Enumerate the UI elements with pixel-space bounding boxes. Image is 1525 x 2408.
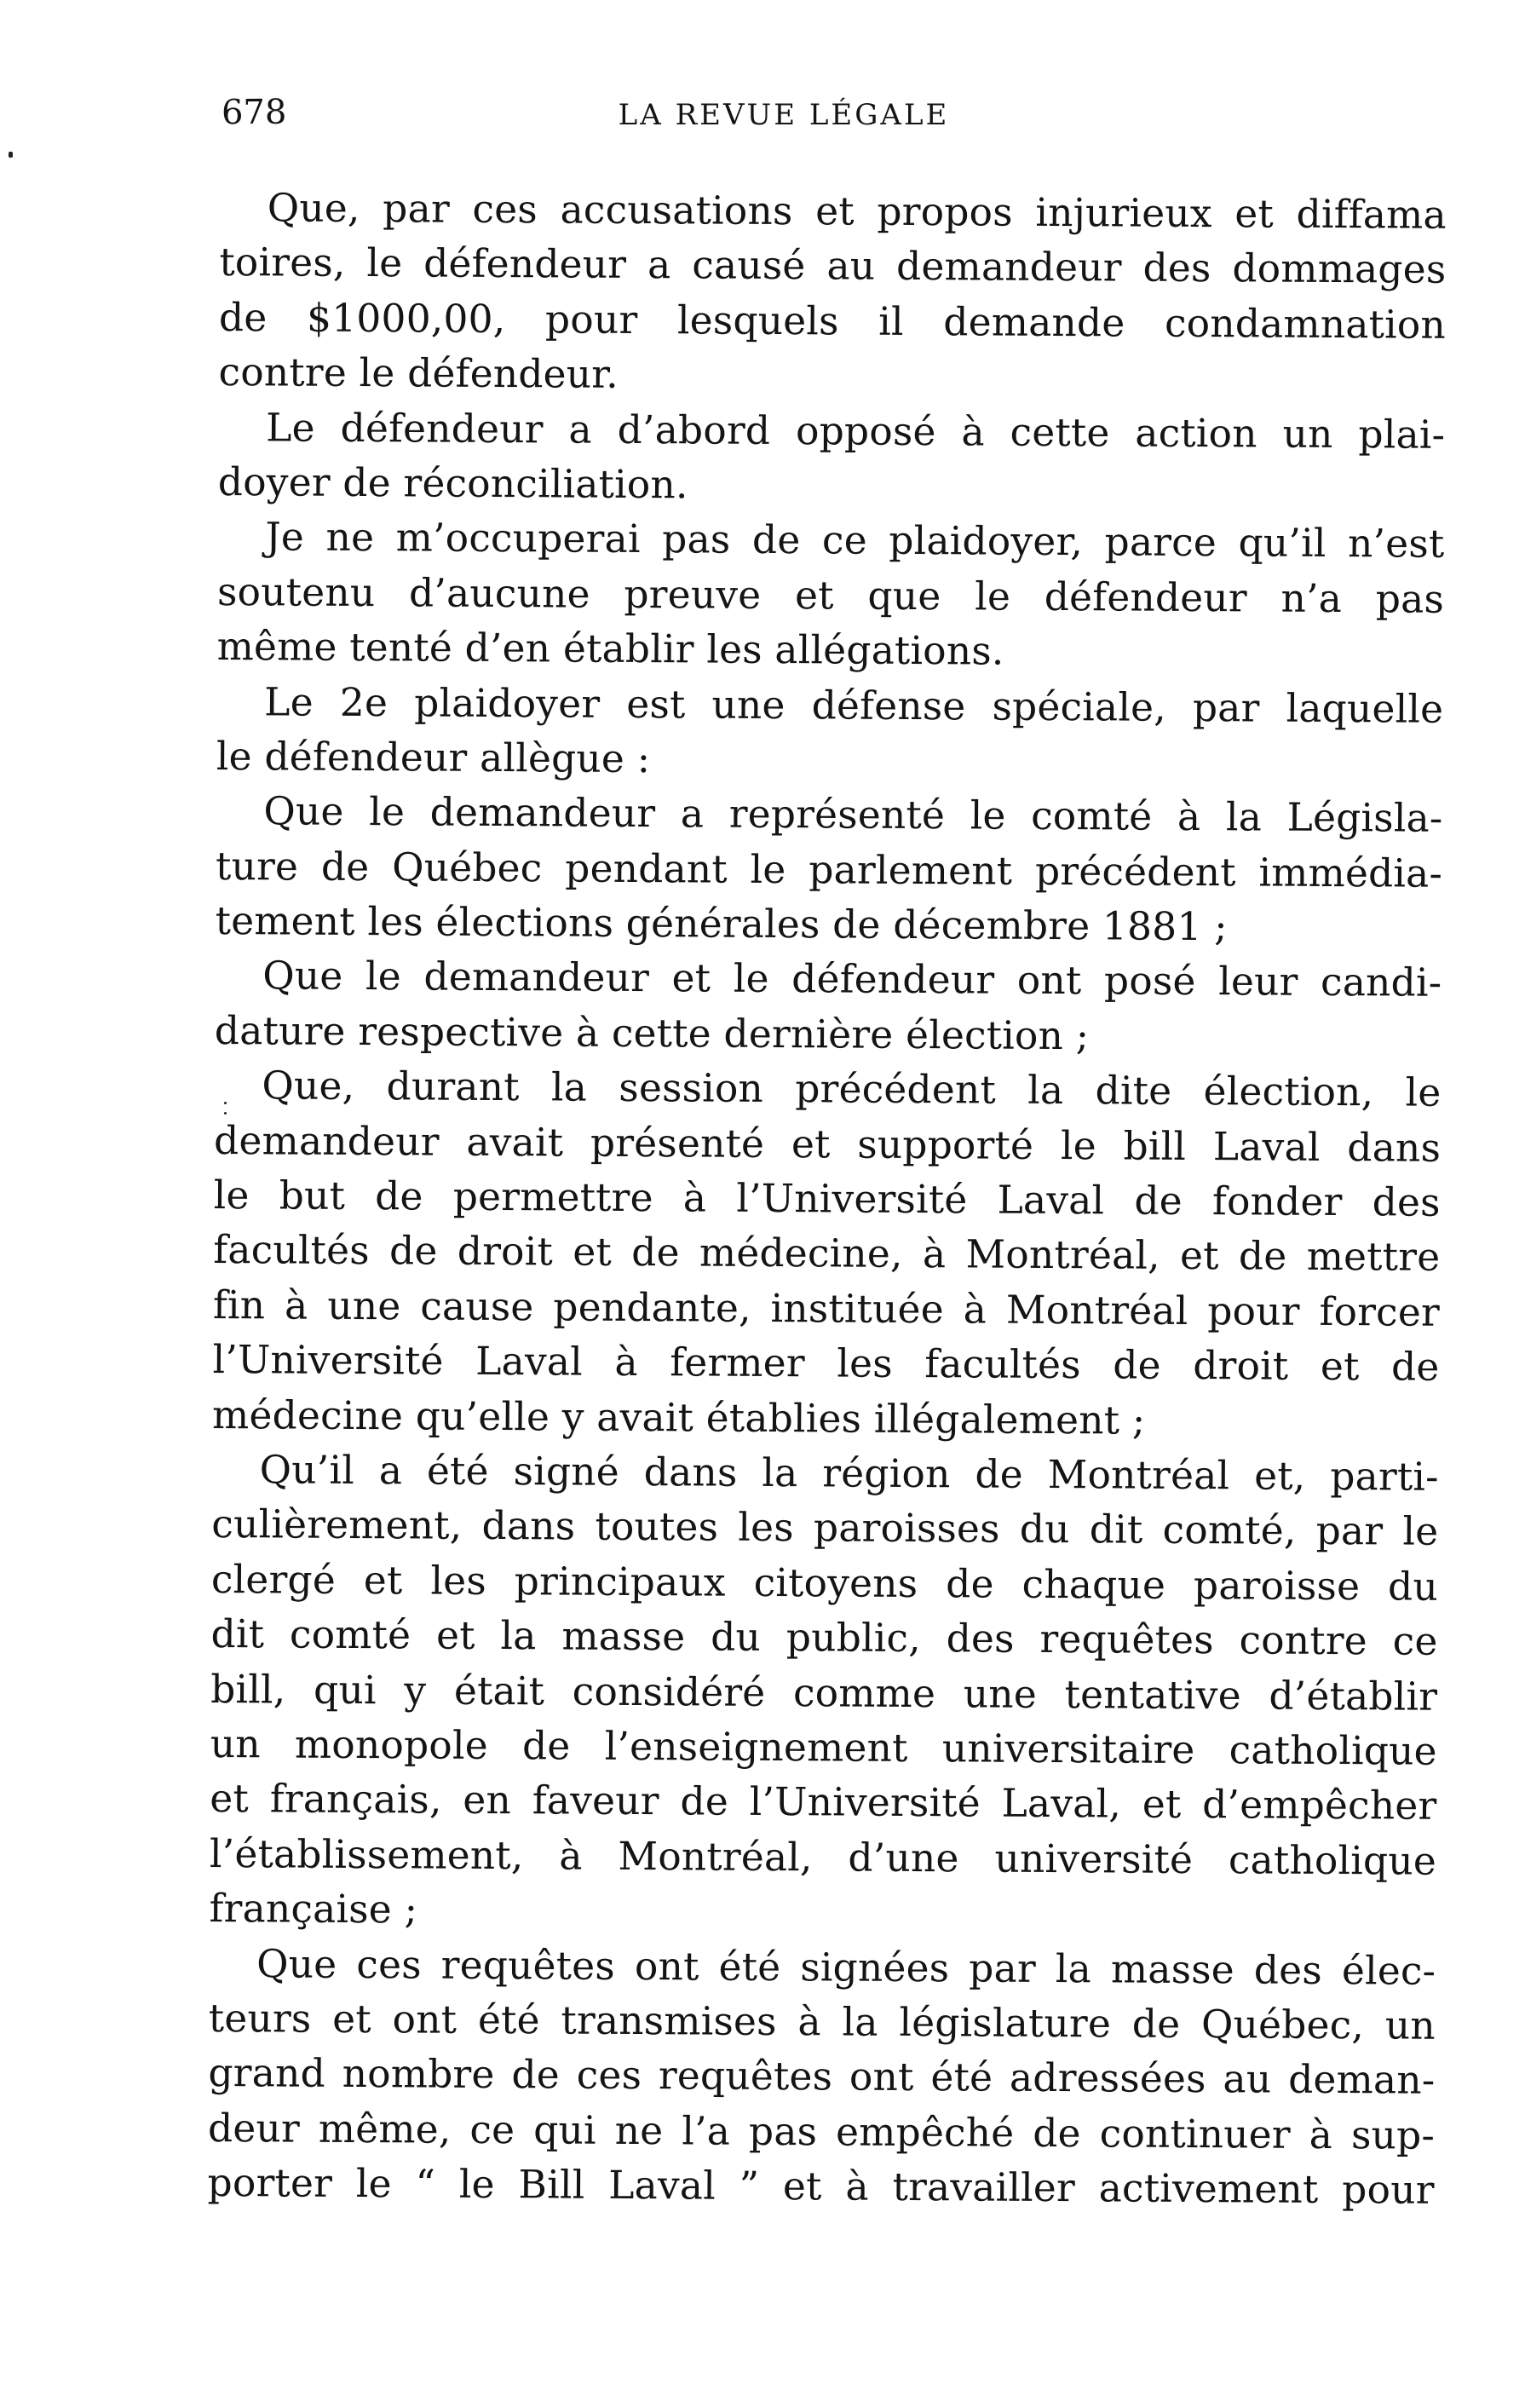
text-line: Que le demandeur a représenté le comté à la Législa-: [263, 788, 1443, 842]
text-line: fin à une cause pendante, instituée à Montréal pour forcer: [212, 1282, 1441, 1335]
text-line: Que le demandeur et le défendeur ont posé leur candi-: [262, 953, 1442, 1006]
text-line: le but de permettre à l’Université Laval de fonder des: [213, 1172, 1441, 1225]
text-line: un monopole de l’enseignement universitaire catholique: [210, 1720, 1437, 1774]
text-line: deur même, ce qui ne l’a pas empêché de continuer à sup-: [207, 2105, 1436, 2158]
text-line: Que, durant la session précédent la dite élection, le: [262, 1063, 1442, 1116]
text-line: française ;: [209, 1886, 418, 1933]
text-line: porter le “ le Bill Laval ” et à travailler activement pour: [207, 2160, 1435, 2213]
running-title: LA REVUE LÉGALE: [618, 98, 950, 132]
text-line: même tenté d’en établir les allégations.: [216, 624, 1004, 674]
text-line: le défendeur allègue :: [216, 733, 651, 782]
text-line: contre le défendeur.: [218, 349, 619, 398]
text-line: toires, le défendeur a causé au demandeur des dommages: [219, 239, 1447, 293]
text-line: Que, par ces accusations et propos injurieux et diffama: [267, 185, 1447, 238]
text-line: dit comté et la masse du public, des requêtes contre ce: [210, 1611, 1438, 1664]
text-line: facultés de droit et de médecine, à Montréal, et de mettre: [213, 1227, 1441, 1281]
text-line: l’Université Laval à fermer les facultés de droit et de: [212, 1337, 1440, 1390]
text-line: dature respective à cette dernière élection ;: [214, 1007, 1090, 1059]
text-line: teurs et ont été transmises à la législature de Québec, un: [208, 1995, 1436, 2048]
text-line: clergé et les principaux citoyens de chaque paroisse du: [210, 1556, 1439, 1610]
text-line: soutenu d’aucune preuve et que le défendeur n’a pas: [216, 568, 1445, 622]
text-line: l’établissement, à Montréal, d’une université catholique: [209, 1830, 1437, 1884]
text-line: culièrement, dans toutes les paroisses du dit comté, par le: [211, 1501, 1439, 1555]
text-line: médecine qu’elle y avait établies illégalement ;: [211, 1391, 1146, 1443]
text-line: et français, en faveur de l’Université Laval, et d’empêcher: [210, 1776, 1437, 1829]
body-text: [207, 181, 1447, 2218]
text-line: grand nombre de ces requêtes ont été adressées au deman-: [208, 2050, 1436, 2104]
text-line: Le 2e plaidoyer est une défense spéciale, par laquelle: [264, 678, 1444, 732]
ink-speck: [9, 152, 13, 158]
text-line: Je ne m’occuperai pas de ce plaidoyer, parce qu’il n’est: [265, 514, 1445, 567]
page-number: 678: [221, 92, 287, 133]
text-line: ture de Québec pendant le parlement précédent immédia-: [215, 843, 1443, 896]
text-line: de $1000,00, pour lesquels il demande condamnation: [218, 294, 1447, 348]
text-line: tement les élections générales de décembre 1881 ;: [215, 898, 1228, 950]
text-line: Le défendeur a d’abord opposé à cette action un plai-: [266, 404, 1446, 458]
text-line: Qu’il a été signé dans la région de Montréal et, parti-: [259, 1447, 1439, 1500]
text-line: bill, qui y était considéré comme une tentative d’établir: [210, 1666, 1438, 1720]
text-line: doyer de réconciliation.: [217, 458, 688, 508]
text-line: demandeur avait présenté et supporté le bill Laval dans: [213, 1117, 1442, 1171]
text-line: Que ces requêtes ont été signées par la masse des élec-: [256, 1940, 1436, 1994]
